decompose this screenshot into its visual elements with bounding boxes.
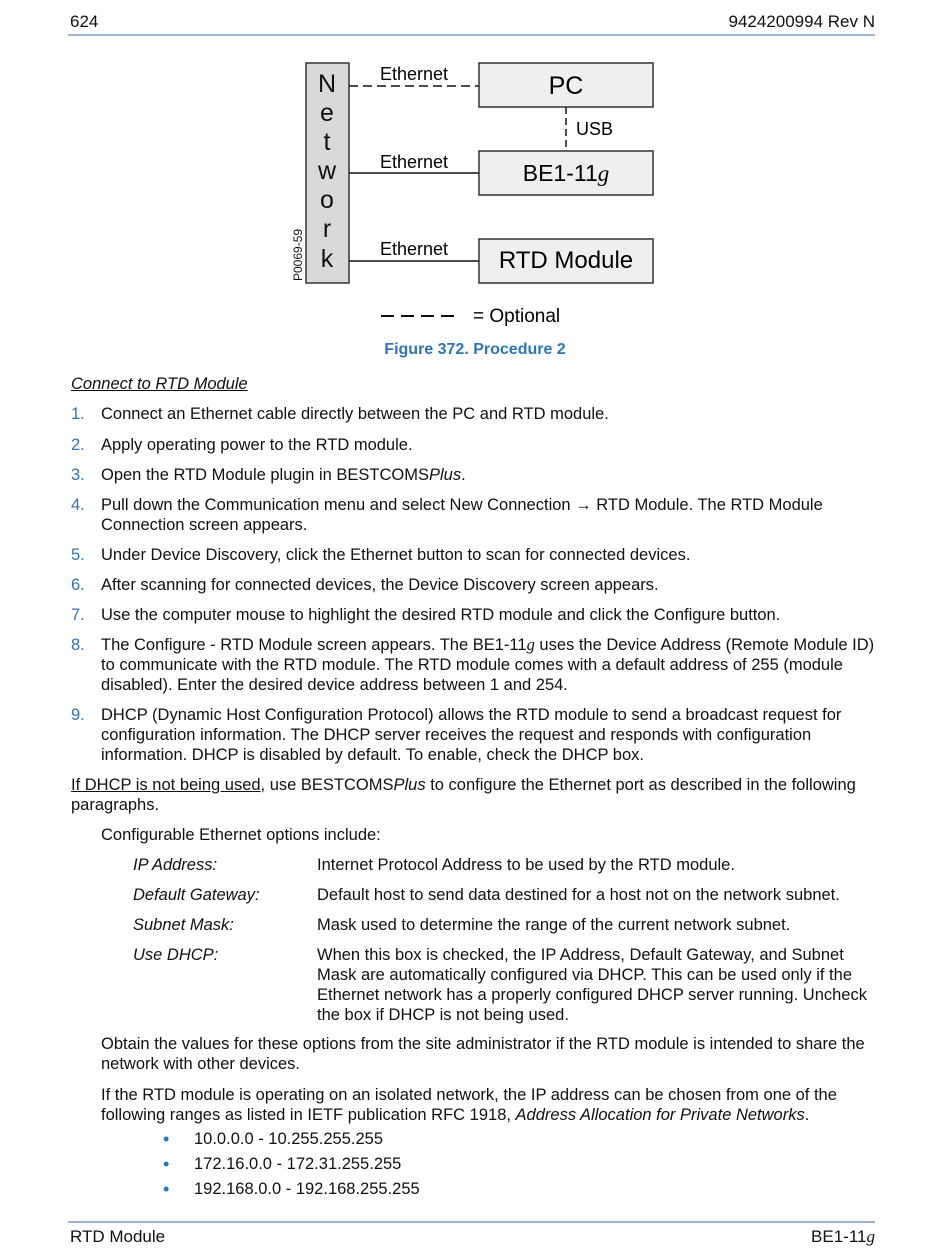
- list-item: [163, 1179, 420, 1199]
- network-letter: t: [323, 128, 331, 156]
- dhcp-note: If DHCP is not being used, use BESTCOMSPlus to configure the Ethernet port as described in the following paragraphs.: [71, 776, 856, 814]
- option-definition: Mask used to determine the range of the current network subnet.: [317, 916, 791, 934]
- step-number: 1.: [71, 405, 85, 423]
- network-letter: k: [320, 245, 334, 273]
- link-label: Ethernet: [379, 239, 449, 259]
- list-item: [71, 575, 876, 595]
- footer-product: BE1-11g: [811, 1227, 875, 1246]
- bullet-icon: •: [163, 1154, 170, 1174]
- step-number: 2.: [71, 436, 85, 454]
- step-number: 4.: [71, 496, 85, 514]
- network-letter: w: [317, 157, 337, 185]
- obtain-paragraph: Obtain the values for these options from the site administrator if the RTD module is intended to share the network with other devices.: [101, 1035, 865, 1073]
- option-term: Subnet Mask:: [133, 916, 234, 934]
- link-label: Ethernet: [379, 64, 449, 84]
- be1-label: BE1-11g: [522, 160, 610, 186]
- page-footer: [70, 1227, 875, 1247]
- list-item: [71, 404, 876, 424]
- figure-caption: Figure 372. Procedure 2: [384, 341, 566, 358]
- list-item: [71, 605, 876, 625]
- step-text: Pull down the Communication menu and select New Connection → RTD Module. The RTD Module Connection screen appears.: [101, 496, 823, 534]
- bullet-icon: •: [163, 1179, 170, 1199]
- step-text: Apply operating power to the RTD module.: [101, 436, 413, 454]
- isolated-network-paragraph: If the RTD module is operating on an isolated network, the IP address can be chosen from one of the following ranges as listed in IETF publication RFC 1918, Address Allocation for Private Networks.: [101, 1086, 837, 1124]
- option-term: Default Gateway:: [133, 886, 260, 904]
- network-letter: e: [320, 99, 334, 127]
- network-letter: o: [320, 186, 334, 214]
- list-item: [163, 1129, 383, 1149]
- network-diagram: [0, 0, 950, 335]
- options-intro: Configurable Ethernet options include:: [101, 826, 381, 844]
- list-item: [71, 495, 876, 535]
- option-definition: Default host to send data destined for a host not on the network subnet.: [317, 886, 840, 904]
- diagram-id-label: P0069-59: [291, 228, 305, 281]
- footer-rule: [68, 1221, 875, 1223]
- step-number: 9.: [71, 706, 85, 724]
- option-definition: When this box is checked, the IP Address, Default Gateway, and Subnet Mask are automatically configured via DHCP. This can be used only if the Ethernet network has a properly configured DHCP server running. Uncheck the box if DHCP is not being used.: [317, 946, 867, 1024]
- option-term: IP Address:: [133, 856, 218, 874]
- pc-label: PC: [548, 72, 584, 100]
- step-number: 6.: [71, 576, 85, 594]
- step-text: Use the computer mouse to highlight the desired RTD module and click the Configure button.: [101, 606, 781, 624]
- ip-range: 192.168.0.0 - 192.168.255.255: [194, 1180, 420, 1198]
- option-term: Use DHCP:: [133, 946, 219, 964]
- network-letter: r: [322, 215, 332, 243]
- option-row: [133, 855, 878, 875]
- link-label: Ethernet: [379, 152, 449, 172]
- list-item: [71, 635, 876, 695]
- option-row: [133, 945, 878, 1025]
- list-item: [71, 465, 876, 485]
- page-number: 624: [70, 12, 99, 31]
- bullet-icon: •: [163, 1129, 170, 1149]
- ip-range: 172.16.0.0 - 172.31.255.255: [194, 1155, 402, 1173]
- section-title: Connect to RTD Module: [71, 375, 248, 393]
- step-text: Under Device Discovery, click the Ethernet button to scan for connected devices.: [101, 546, 691, 564]
- step-number: 7.: [71, 606, 85, 624]
- option-row: [133, 915, 878, 935]
- list-item: [163, 1154, 401, 1174]
- step-number: 3.: [71, 466, 85, 484]
- legend-text: = Optional: [473, 306, 561, 327]
- document-id: 9424200994 Rev N: [728, 12, 875, 31]
- list-item: [71, 545, 876, 565]
- step-text: The Configure - RTD Module screen appears. The BE1-11g uses the Device Address (Remote Module ID) to communicate with the RTD module. The RTD module comes with a default address of 255 (module disabled). Enter the desired device address between 1 and 254.: [101, 635, 875, 694]
- option-definition: Internet Protocol Address to be used by the RTD module.: [317, 856, 735, 874]
- rtd-module-label: RTD Module: [498, 247, 634, 274]
- list-item: [71, 705, 876, 765]
- list-item: [71, 435, 876, 455]
- option-row: [133, 885, 878, 905]
- ip-range: 10.0.0.0 - 10.255.255.255: [194, 1130, 383, 1148]
- step-number: 8.: [71, 636, 85, 654]
- step-text: After scanning for connected devices, the Device Discovery screen appears.: [101, 576, 659, 594]
- step-text: Open the RTD Module plugin in BESTCOMSPlus.: [101, 466, 466, 484]
- step-number: 5.: [71, 546, 85, 564]
- usb-label: USB: [576, 119, 614, 139]
- step-text: DHCP (Dynamic Host Configuration Protocol) allows the RTD module to send a broadcast request for configuration information. The DHCP server receives the request and responds with configuration information. DHCP is disabled by default. To enable, check the DHCP box.: [101, 706, 842, 764]
- network-letter: N: [317, 70, 337, 98]
- step-text: Connect an Ethernet cable directly between the PC and RTD module.: [101, 405, 609, 423]
- footer-section: RTD Module: [70, 1227, 166, 1246]
